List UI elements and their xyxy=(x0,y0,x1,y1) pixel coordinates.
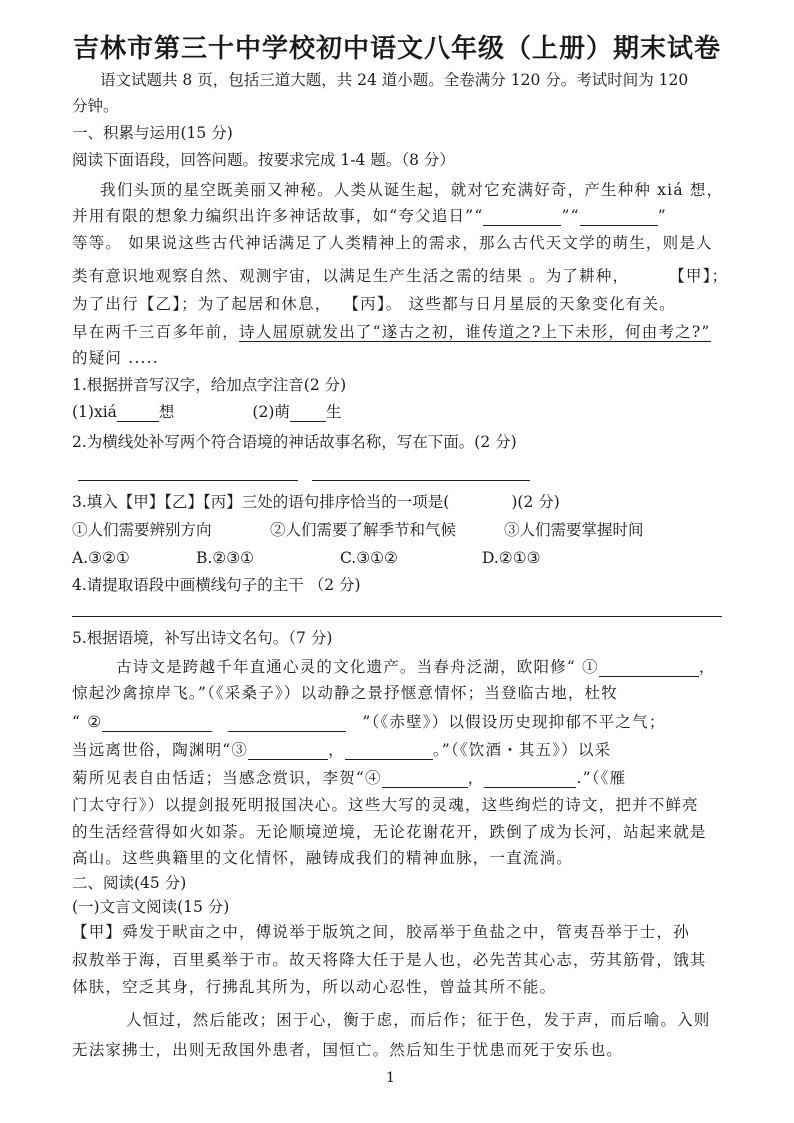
passage-line-4-text: 类有意识地观察自然、观测宇宙，以满足生产生活之需的结果 。为了耕种， xyxy=(72,267,630,285)
q4-answer-line[interactable] xyxy=(72,616,722,617)
poem-blank-3b[interactable] xyxy=(345,743,433,760)
q3-choice-d[interactable]: D.②①③ xyxy=(482,549,541,567)
q2-stem: 2.为横线处补写两个符合语境的神话故事名称，写在下面。(2 分) xyxy=(72,433,517,451)
poem-blank-4b[interactable] xyxy=(484,771,576,788)
q1-stem: 1.根据拼音写汉字，给加点字注音(2 分) xyxy=(72,376,347,394)
passage-line-7: 的疑问 ..... xyxy=(72,349,159,367)
passage-line-5-end: 。 这些都与日月星辰的天象变化有关。 xyxy=(385,295,676,313)
q3-choice-b[interactable]: B.②③① xyxy=(196,549,255,567)
poem-blank-2a[interactable] xyxy=(102,715,212,732)
classical-line-5: 无法家拂士，出则无敌国外患者，国恒亡。然后知生于忧患而死于安乐也。 xyxy=(72,1041,624,1059)
passage-line-5-text: 为了出行 xyxy=(72,295,139,313)
q5-line-1-text: 古诗文是跨越千年直通心灵的文化遗产。当春舟泛湖，欧阳修“ ① xyxy=(116,658,599,676)
intro-line-2: 分钟。 xyxy=(72,97,119,115)
marker-jia: 【甲】； xyxy=(669,267,729,285)
underlined-sentence: 诗人屈原就发出了“遂古之初，谁传道之?上下未形，何由考之?” xyxy=(239,323,711,341)
poem-blank-4a[interactable] xyxy=(382,771,468,788)
section2-heading: 二、阅读(45 分) xyxy=(72,874,187,892)
classical-line-1: 【甲】舜发于畎亩之中，傅说举于版筑之间，胶鬲举于鱼盐之中，管夷吾举于士，孙 xyxy=(72,923,690,941)
classical-line-4: 人恒过，然后能改；困于心，衡于虑，而后作；征于色，发于声，而后喻。入则 xyxy=(126,1011,711,1029)
q2-answer-line-2[interactable] xyxy=(312,480,530,481)
q1-blank-b[interactable] xyxy=(290,405,326,422)
intro-line-1: 语文试题共 8 页，包括三道大题，共 24 道小题。全卷满分 120 分。考试时间为 120 xyxy=(100,71,689,89)
q5-line-4-sep: ， xyxy=(328,741,345,759)
q3-choice-a[interactable]: A.③②① xyxy=(72,549,130,567)
passage-quote-sep: ”“ xyxy=(561,207,580,225)
q1-answers xyxy=(72,402,341,422)
q3-stem-tail: )(2 分) xyxy=(511,493,560,511)
q5-line-3 xyxy=(72,712,666,732)
q2-answer-line-1[interactable] xyxy=(78,480,298,481)
q1-blank-a[interactable] xyxy=(117,405,159,422)
passage-line-6 xyxy=(72,322,711,342)
page-title: 吉林市第三十中学校初中语文八年级（上册）期末试卷 xyxy=(72,34,721,64)
q1-part-a: (1)xiá xyxy=(72,403,117,421)
passage-line-3: 等等。 如果说这些古代神话满足了人类精神上的需求，那么古代天文学的萌生，则是人 xyxy=(72,234,713,252)
q5-line-5-sep: ， xyxy=(467,769,485,787)
q1-part-b-tail: 生 xyxy=(325,403,342,421)
page-number: 1 xyxy=(386,1070,395,1086)
marker-yi: 【乙】 xyxy=(138,295,182,313)
q3-stem-text: 3.填入【甲】【乙】【丙】三处的语句排序恰当的一项是( xyxy=(72,493,450,511)
q3-option-2: ②人们需要了解季节和气候 xyxy=(270,521,457,539)
myth-blank-2[interactable] xyxy=(580,209,658,226)
q5-line-8: 高山。这些典籍里的文化情怀，融铸成我们的精神血脉，一直流淌。 xyxy=(72,849,574,867)
q1-part-b: (2)萌 xyxy=(252,403,290,421)
passage-line-5 xyxy=(72,294,676,314)
section1-heading: 一、积累与运用(15 分) xyxy=(72,124,233,142)
classical-line-2: 叔敖举于海，百里奚举于市。故天将降大任于是人也，必先苦其心志，劳其筋骨，饿其 xyxy=(72,951,707,969)
q5-line-4-end: 。”（《饮酒・其五》）以采 xyxy=(432,741,612,759)
myth-blank-1[interactable] xyxy=(483,209,561,226)
q5-line-4 xyxy=(72,740,611,760)
passage-line-5-mid: ；为了起居和休息， xyxy=(181,295,332,313)
marker-bing: 【丙】 xyxy=(343,295,386,313)
q5-line-4-text: 当远离世俗，陶渊明“③ xyxy=(72,741,249,759)
q5-line-3-text: ”（《赤壁》）以假设历史现抑郁不平之气； xyxy=(362,713,666,731)
q3-option-1: ①人们需要辨别方向 xyxy=(72,521,212,539)
passage-line-6-text: 早在两千三百多年前， xyxy=(72,323,240,341)
q5-line-2: 惊起沙禽掠岸飞。”（《采桑子》）以动静之景抒惬意情怀；当登临古地，杜牧 xyxy=(72,684,618,702)
q5-line-3-start: “ ② xyxy=(72,713,103,731)
passage-line-2-text: 并用有限的想象力编织出许多神话故事，如“夸父追日”“ xyxy=(72,207,484,225)
q5-stem: 5.根据语境，补写出诗文名句。（7 分) xyxy=(72,629,333,647)
q3-option-3: ③人们需要掌握时间 xyxy=(504,521,644,539)
q5-line-5-text: 菊所见表自由恬适；当感念赏识，李贺“④ xyxy=(72,769,382,787)
q4-stem: 4.请提取语段中画横线句子的主干 （2 分) xyxy=(72,576,361,594)
passage-line-1: 我们头顶的星空既美丽又神秘。人类从诞生起，就对它充满好奇，产生种种 xiá 想， xyxy=(100,181,724,199)
q5-line-5-end: .”（《雁 xyxy=(576,769,627,787)
q5-line-5 xyxy=(72,768,626,788)
poem-blank-1[interactable] xyxy=(599,660,699,677)
q5-line-1-end: ， xyxy=(698,658,716,676)
reading-instruction: 阅读下面语段，回答问题。按要求完成 1-4 题。（8 分） xyxy=(72,151,455,169)
q5-line-6: 门太守行》）以提剑报死明报国决心。这些大写的灵魂，这些绚烂的诗文，把并不鲜亮 xyxy=(72,796,699,814)
classical-line-3: 体肤，空乏其身，行拂乱其所为，所以动心忍性，曾益其所不能。 xyxy=(72,978,557,996)
poem-blank-2b[interactable] xyxy=(228,715,346,732)
q3-stem xyxy=(72,492,560,512)
q5-line-7: 的生活经营得如火如荼。无论顺境逆境，无论花谢花开，跌倒了成为长河，站起来就是 xyxy=(72,823,707,841)
q5-line-1 xyxy=(116,657,716,677)
passage-line-2 xyxy=(72,206,667,226)
passage-line-4 xyxy=(72,266,728,286)
passage-quote-end: ” xyxy=(657,207,667,225)
poem-blank-3a[interactable] xyxy=(248,743,328,760)
section2-subheading: (一)文言文阅读(15 分) xyxy=(72,898,230,916)
q1-part-a-tail: 想 xyxy=(158,403,175,421)
q3-choice-c[interactable]: C.③①② xyxy=(340,549,398,567)
